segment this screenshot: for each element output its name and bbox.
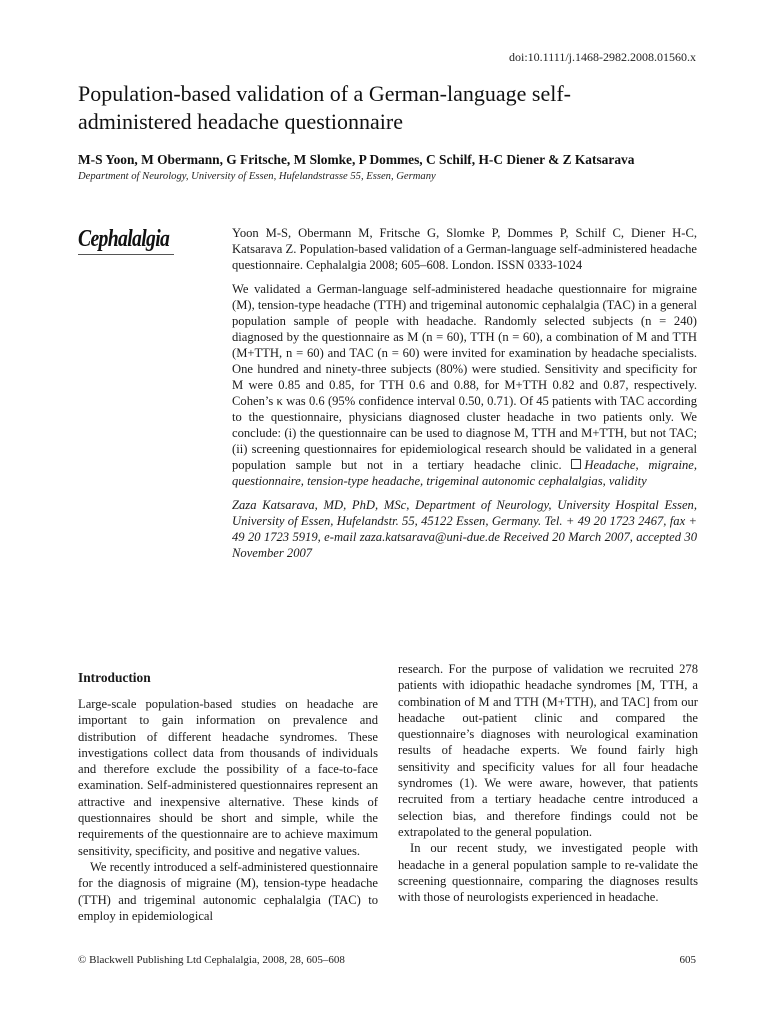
footer-copyright: © Blackwell Publishing Ltd Cephalalgia, 2008, 28, 605–608 — [78, 954, 345, 966]
body-paragraph: Large-scale population-based studies on headache are important to gain information on prevalence and distribution of different headache syndromes. These investigations collect data from thousands of individuals and therefore exclude the possibility of a face-to-face examination. Self-administered questionnaires represent an attractive and inexpensive alternative. These kinds of questionnaires should be short and simple, while the requirements of the questionnaire are to achieve maximum sensitivity, specificity, and positive and negative values. — [78, 697, 378, 858]
abstract-block — [232, 225, 697, 561]
correspondence: Zaza Katsarava, MD, PhD, MSc, Department of Neurology, University Hospital Essen, University of Essen, Hufelandstr. 55, 45122 Essen, Germany. Tel. + 49 20 1723 2467, fax + 49 20 1723 5919, e-mail zaza.katsarava@uni-due.de Received 20 March 2007, accepted 30 November 2007 — [232, 498, 697, 560]
journal-logo: Cephalalgia — [78, 226, 170, 252]
keywords-text: Headache, migraine, questionnaire, tension-type headache, trigeminal autonomic cephalalgias, validity — [232, 458, 697, 488]
abstract — [232, 281, 697, 489]
section-heading-introduction: Introduction — [78, 670, 151, 685]
affiliation: Department of Neurology, University of Essen, Hufelandstrasse 55, Essen, Germany — [78, 171, 436, 182]
body-paragraph: In our recent study, we investigated people with headache in a general population sample to re-validate the screening questionnaire, comparing the diagnoses results with those of neurologists experienced in headache. — [398, 841, 698, 905]
body-column-left — [78, 670, 378, 924]
page-number: 605 — [679, 954, 696, 966]
author-list: M-S Yoon, M Obermann, G Fritsche, M Slomke, P Dommes, C Schilf, H-C Diener & Z Katsarava — [78, 152, 635, 167]
body-column-right — [398, 661, 698, 905]
body-paragraph: research. For the purpose of validation we recruited 278 patients with idiopathic headache syndromes [M, TTH, a combination of M and TTH (M+TTH), and TAC] from our headache out-patient clinic and compared the questionnaire’s diagnoses with neurological examination results of headache experts. We found fairly high sensitivity and specificity values for all four headache syndromes (1). We were aware, however, that patients recruited from a tertiary headache centre introduced a selection bias, and therefore findings could not be extrapolated to the general population. — [398, 662, 698, 839]
article-title: Population-based validation of a German-language self-administered headache questionnaire — [78, 81, 572, 134]
logo-underline — [78, 254, 174, 255]
abstract-text: We validated a German-language self-administered headache questionnaire for migraine (M), tension-type headache (TTH) and trigeminal autonomic cephalalgia (TAC) in a general population sample of people with headache. Randomly selected subjects (n = 240) diagnosed by the questionnaire as M (n = 60), TTH (n = 60), a combination of M and TTH (M+TTH, n = 60) and TAC (n = 60) were invited for examination by headache specialists. One hundred and ninety-three subjects (80%) were studied. Sensitivity and specificity for M were 0.85 and 0.85, for TTH 0.6 and 0.88, for M+TTH 0.82 and 0.87, respectively. Cohen’s κ was 0.6 (95% confidence interval 0.50, 0.71). Of 45 patients with TAC according to the questionnaire, physicians diagnosed cluster headache in two patients only. We conclude: (i) the questionnaire can be used to diagnose M, TTH and M+TTH, but not TAC; (ii) screening questionnaires for epidemiological research should be validated in a general population sample but not in a tertiary headache clinic. — [232, 282, 697, 472]
keyword-box-icon — [571, 459, 581, 469]
citation: Yoon M-S, Obermann M, Fritsche G, Slomke P, Dommes P, Schilf C, Diener H-C, Katsarava Z. Population-based validation of a German-language self-administered headache questionnaire. Cephalalgia 2008; 605–608. London. ISSN 0333-1024 — [232, 226, 697, 272]
doi: doi:10.1111/j.1468-2982.2008.01560.x — [509, 50, 696, 64]
body-paragraph: We recently introduced a self-administered questionnaire for the diagnosis of migraine (M), tension-type headache (TTH) and trigeminal autonomic cephalalgia (TAC) to employ in epidemiological — [78, 859, 378, 923]
